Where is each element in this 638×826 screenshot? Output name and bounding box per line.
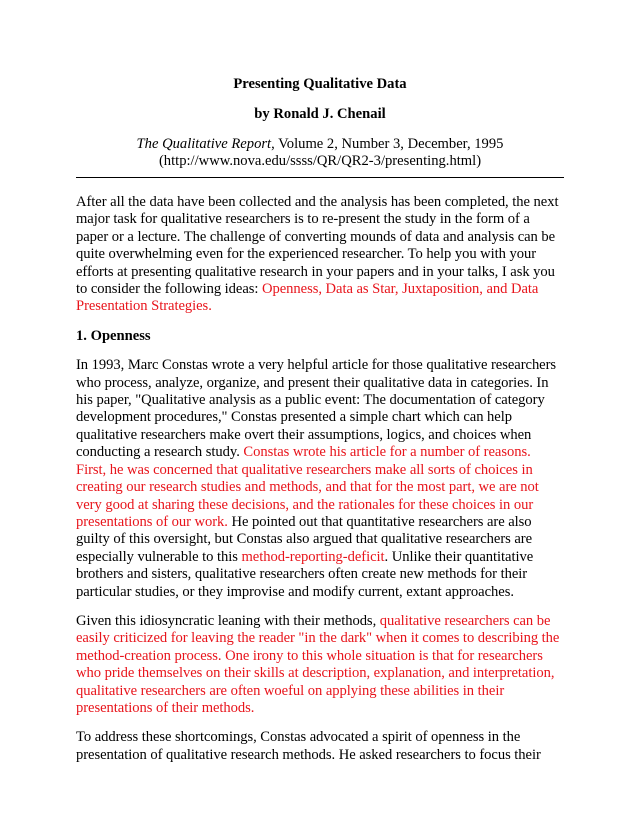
p1-text-c: He pointed out that quantitative researchers are also guilty of this oversight, but Constas also argued that qualitative researchers are especially vulnerable to this [76,513,533,565]
intro-highlight: Openness, Data as Star, Juxtaposition, and Data Presentation Strategies. [76,281,539,315]
document-body [76,194,564,776]
openness-paragraph-3: To address these shortcomings, Constas advocated a spirit of openness in the presentation of qualitative research methods. He asked researchers to focus their [76,729,541,763]
p1-text-a: In 1993, Marc Constas wrote a very helpful article for those qualitative researchers who process, analyze, organize, and present their qualitative data in categories. In his paper, "Qualitative analysis as a public event: The documentation of category development procedures," Constas presented a simple chart which can help qualitative researchers make overt their assumptions, logics, and choices when conducting a research study. [76,357,557,461]
journal-name: The Qualitative Report [136,136,272,152]
p1-highlight-d: method-reporting-deficit [241,548,385,565]
section-heading-openness: 1. Openness [76,327,151,344]
author-byline: by Ronald J. Chenail [254,106,386,122]
header-divider [76,177,564,178]
p2-text-a: Given this idiosyncratic leaning with their methods, [76,612,380,629]
openness-paragraph-1 [76,357,564,601]
intro-paragraph [76,194,564,316]
p1-highlight-b: Constas wrote his article for a number of reasons. First, he was concerned that qualitative researchers make all sorts of choices in creating our research studies and methods, and that for the most part, we are not very good at sharing these decisions, and the rationales for these choices in our presentations of our work. [76,444,539,530]
document-title: Presenting Qualitative Data [233,76,407,92]
issue-info: , Volume 2, Number 3, December, 1995 [271,136,504,152]
p2-highlight-b: qualitative researchers can be easily criticized for leaving the reader "in the dark" when it comes to describing the method-creation process. One irony to this whole situation is that for researchers who pride themselves on their skills at description, explanation, and interpretation, qualitative researchers are often woeful on applying these abilities in their presentations of their methods. [76,612,560,716]
p1-text-e: . Unlike their quantitative brothers and sisters, qualitative researchers often create new methods for their particular studies, or they improvise and modify current, extant approaches. [76,548,534,600]
source-url: (http://www.nova.edu/ssss/QR/QR2-3/presenting.html) [158,153,482,170]
intro-text: After all the data have been collected and the analysis has been completed, the next major task for qualitative researchers is to re-present the study in the form of a paper or a lecture. The challenge of converting mounds of data and analysis can be quite overwhelming even for the experienced researcher. To help you with your efforts at presenting qualitative research in your papers and in your talks, I ask you to consider the following ideas: [76,194,559,298]
citation-block [76,136,564,171]
openness-paragraph-2 [76,613,564,717]
